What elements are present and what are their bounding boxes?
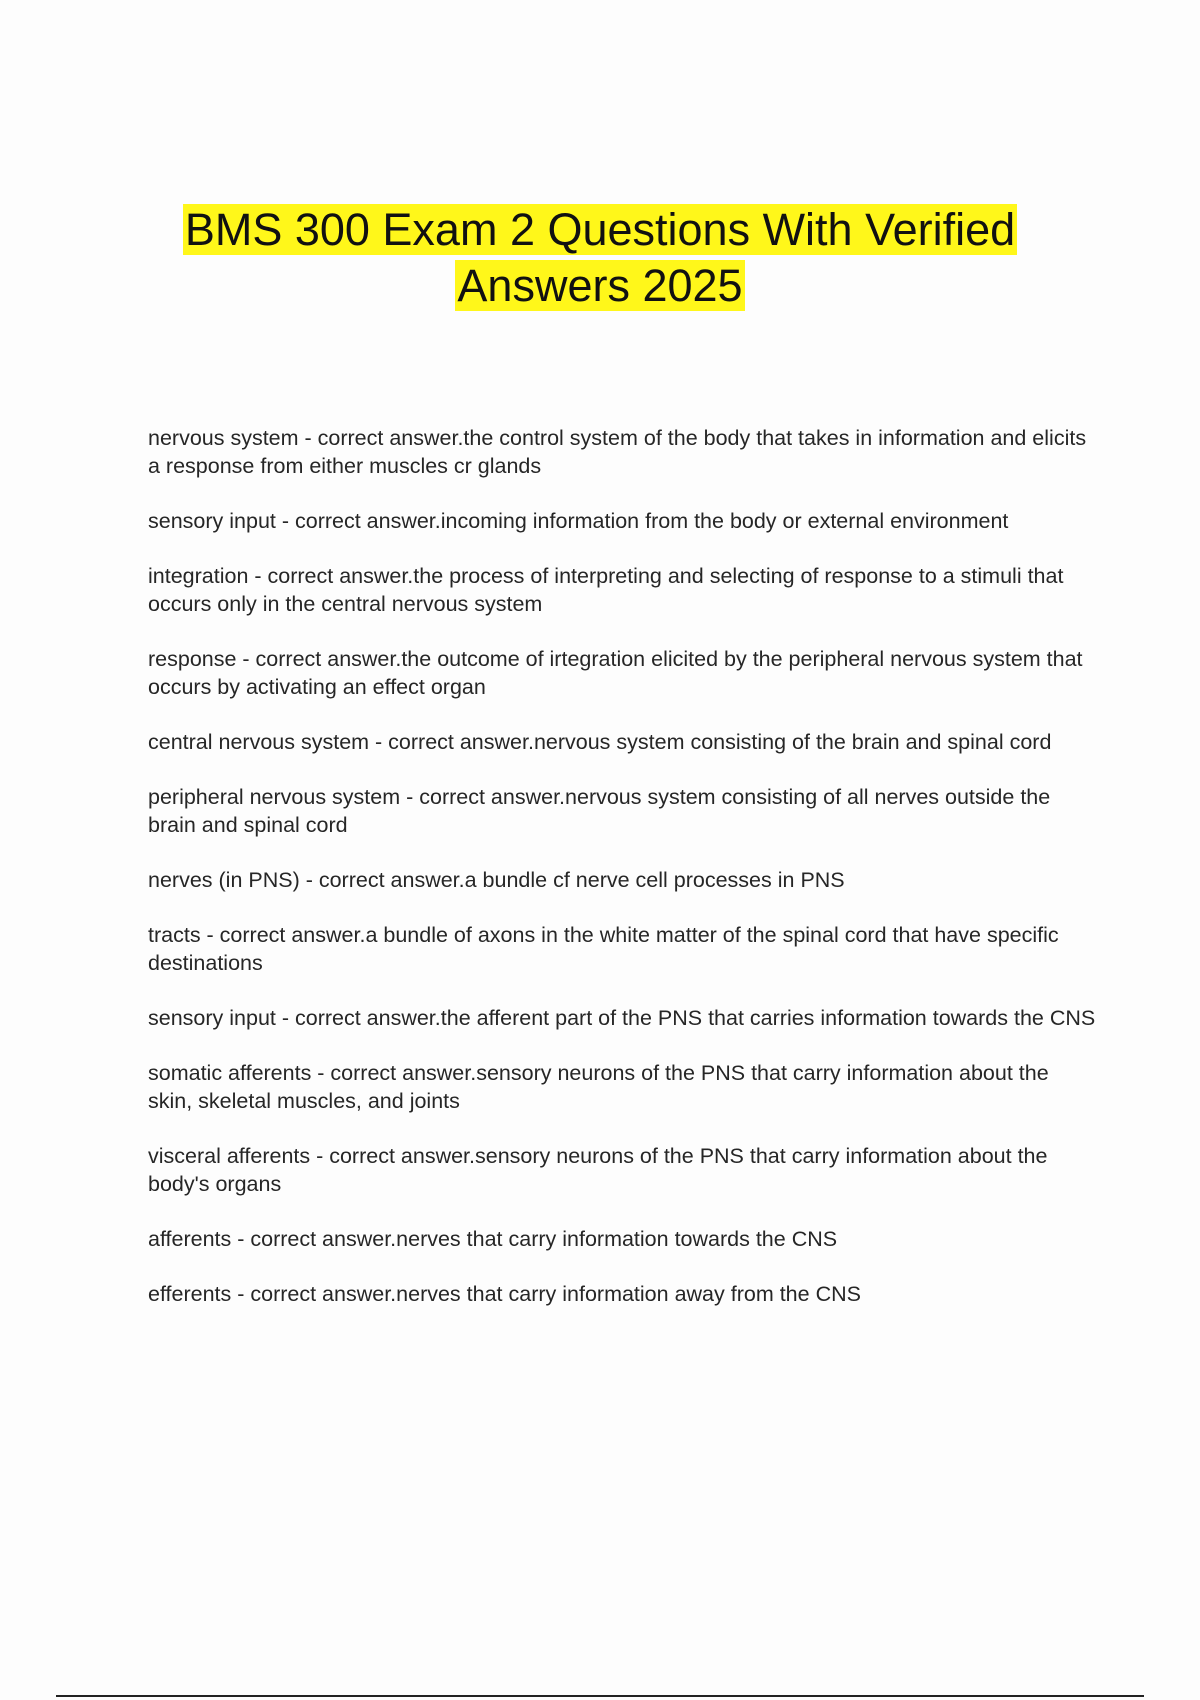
qa-entry: afferents - correct answer.nerves that carry information towards the CNS [148, 1227, 838, 1251]
footer-divider [56, 1695, 1144, 1697]
qa-entry: response - correct answer.the outcome of irtegration elicited by the peripheral nervous system that occurs by activating an effect organ [148, 647, 1083, 699]
title-line-2: Answers 2025 [457, 260, 743, 311]
qa-entry: nerves (in PNS) - correct answer.a bundle cf nerve cell processes in PNS [148, 868, 845, 892]
title-line-1: BMS 300 Exam 2 Questions With Verified [184, 204, 1016, 255]
qa-entry: central nervous system - correct answer.nervous system consisting of the brain and spinal cord [148, 730, 1052, 754]
qa-entry: sensory input - correct answer.the afferent part of the PNS that carries information towards the CNS [148, 1006, 1096, 1030]
qa-entry: peripheral nervous system - correct answer.nervous system consisting of all nerves outside the brain and spinal cord [148, 785, 1051, 837]
qa-entry-list [148, 424, 1098, 1335]
qa-entry: integration - correct answer.the process of interpreting and selecting of response to a stimuli that occurs only in the central nervous system [148, 564, 1064, 616]
qa-entry: sensory input - correct answer.incoming information from the body or external environment [148, 509, 1009, 533]
qa-entry: efferents - correct answer.nerves that carry information away from the CNS [148, 1282, 861, 1306]
qa-entry: tracts - correct answer.a bundle of axons in the white matter of the spinal cord that have specific destinations [148, 923, 1059, 975]
qa-entry: visceral afferents - correct answer.sensory neurons of the PNS that carry information about the body's organs [148, 1144, 1048, 1196]
qa-entry: somatic afferents - correct answer.sensory neurons of the PNS that carry information about the skin, skeletal muscles, and joints [148, 1061, 1049, 1113]
qa-entry: nervous system - correct answer.the control system of the body that takes in information and elicits a response from either muscles cr glands [148, 426, 1087, 478]
document-title [100, 202, 1100, 314]
